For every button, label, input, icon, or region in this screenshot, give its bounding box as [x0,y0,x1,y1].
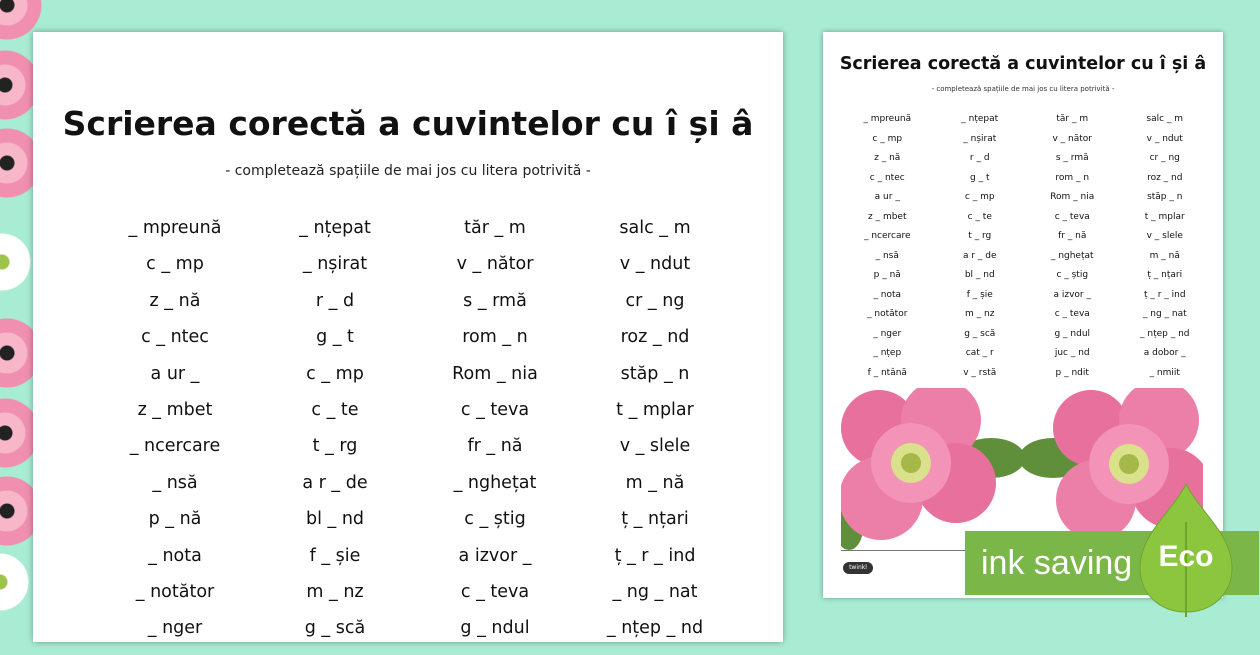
preview-word: cr _ ng [1149,153,1180,163]
worksheet-word: c _ teva [460,399,530,420]
worksheet-word: c _ mp [146,254,204,275]
worksheet-word: _ ng _ nat [612,581,698,602]
worksheet-word: cr _ ng [625,290,685,311]
worksheet-word: m _ nă [625,472,685,493]
pink-rose-left [841,388,996,540]
worksheet-word: salc _ m [619,218,691,238]
preview-word: c _ te [967,211,992,222]
worksheet-word: ț _ r _ ind [614,545,696,566]
preview-word: _ nger [873,328,902,339]
preview-word: m _ nă [1149,250,1180,261]
preview-word: a dobor _ [1143,348,1186,358]
word-grid [95,218,735,655]
preview-word: t _ rg [968,231,992,241]
worksheet-word: fr _ nă [467,436,523,457]
preview-word: roz _ nd [1147,172,1183,183]
preview-word: s _ rmă [1055,153,1089,163]
preview-word: rom _ n [1055,172,1090,183]
preview-word-grid [841,114,1211,387]
preview-word: t _ mplar [1144,211,1185,222]
worksheet-word: _ nsă [152,472,198,493]
worksheet-word: roz _ nd [620,327,690,348]
preview-word: g _ scă [964,328,996,339]
preview-word: _ notător [867,309,908,319]
worksheet-word: _ notător [135,581,215,602]
preview-word: salc _ m [1146,114,1184,124]
worksheet-word: _ ncercare [129,436,221,457]
preview-word: a r _ de [962,250,997,261]
preview-word: juc _ nd [1054,348,1090,358]
preview-word: c _ teva [1054,309,1090,319]
preview-word: cat _ r [965,348,994,358]
preview-word: _ nota [873,289,902,300]
preview-title: Scrierea corectă a cuvintelor cu î și â [839,54,1207,74]
worksheet-word: Rom _ nia [452,363,538,384]
worksheet-word: rom _ n [462,327,528,348]
preview-word: g _ ndul [1054,328,1091,339]
worksheet-word: m _ nz [306,581,364,602]
preview-word: v _ ndut [1146,133,1183,144]
eco-label: Eco [1158,540,1214,573]
preview-word: r _ d [969,153,990,163]
preview-word: _ nțep [873,348,902,358]
preview-word: f _ șie [966,289,993,300]
preview-word: z _ mbet [868,211,907,222]
preview-word: f _ ntână [867,367,907,378]
preview-word: _ nghețat [1050,250,1094,261]
preview-word: v _ rstă [963,367,997,378]
preview-word: c _ mp [964,192,995,202]
worksheet-word: t _ mplar [616,399,694,420]
preview-word: a ur _ [874,192,900,202]
preview-word: stăp _ n [1147,192,1183,202]
preview-word: _ nțep _ nd [1140,328,1190,339]
worksheet-word: ț _ nțari [621,509,689,530]
preview-word: a izvor _ [1053,289,1091,300]
preview-word: v _ nător [1052,133,1092,144]
worksheet-word: p _ nă [148,509,202,530]
worksheet-word: t _ rg [312,436,358,457]
preview-word: _ nmiit [1149,367,1180,378]
preview-word: z _ nă [874,153,901,163]
worksheet-word: _ nșirat [302,254,368,275]
worksheet-word: c _ te [311,399,359,420]
worksheet-word: c _ teva [460,581,530,602]
worksheet-word: z _ mbet [137,399,213,420]
ink-saving-label: ink saving [981,543,1133,582]
preview-word: bl _ nd [964,270,995,280]
preview-word: _ nsă [875,250,899,261]
preview-word: _ nșirat [963,133,997,144]
preview-word: c _ știg [1056,270,1089,280]
worksheet-word: a r _ de [302,472,368,493]
preview-word: c _ mp [872,133,903,144]
preview-subtitle: - completează spațiile de mai jos cu litera potrivită - [931,85,1115,93]
worksheet-word: _ nțep _ nd [606,618,704,639]
worksheet-word: tăr _ m [464,218,526,238]
worksheet-word: f _ șie [309,545,361,566]
worksheet-word: _ nțepat [299,218,371,238]
worksheet-word: c _ știg [464,509,526,530]
worksheet-word: z _ nă [149,290,201,311]
preview-word: _ ncercare [863,231,911,241]
worksheet-word: _ nger [147,618,203,639]
worksheet-word: s _ rmă [463,290,527,311]
worksheet-word: g _ ndul [460,618,530,639]
worksheet-word: _ mpreună [128,218,222,238]
worksheet-page-large [33,32,783,642]
worksheet-word: a izvor _ [458,545,532,566]
preview-word: ț _ nțari [1147,270,1183,280]
white-flower-icon [0,550,32,614]
worksheet-word: r _ d [315,290,355,311]
worksheet-word: _ nota [148,545,202,566]
worksheet-word: c _ ntec [141,327,209,348]
worksheet-word: bl _ nd [305,509,365,530]
twinkl-logo: twinkl [843,562,873,574]
preview-word: v _ slele [1146,231,1183,241]
worksheet-word: g _ t [316,327,354,348]
preview-word: ț _ r _ ind [1143,289,1186,300]
preview-word: _ ng _ nat [1142,309,1187,319]
preview-word: fr _ nă [1058,231,1087,241]
preview-word: p _ ndit [1055,367,1089,378]
preview-word: _ nțepat [961,114,999,124]
preview-word: c _ teva [1054,211,1090,222]
preview-word: p _ nă [873,270,901,280]
worksheet-word: v _ ndut [619,254,691,275]
worksheet-word: g _ scă [304,618,366,639]
worksheet-word: _ nghețat [453,472,537,493]
worksheet-word: a ur _ [150,363,200,384]
worksheet-subtitle: - completează spațiile de mai jos cu litera potrivită - [225,163,591,179]
preview-word: g _ t [970,172,990,183]
preview-word: tăr _ m [1056,114,1089,124]
worksheet-word: stăp _ n [620,363,690,384]
worksheet-title: Scrierea corectă a cuvintelor cu î și â [62,104,754,143]
white-flower-icon [0,230,34,294]
preview-word: Rom _ nia [1050,192,1095,202]
preview-word: _ mpreună [863,114,912,124]
worksheet-word: v _ nător [456,254,534,275]
preview-word: c _ ntec [869,172,905,183]
worksheet-word: v _ slele [619,436,691,457]
worksheet-word: c _ mp [306,363,364,384]
preview-word: m _ nz [965,309,995,319]
